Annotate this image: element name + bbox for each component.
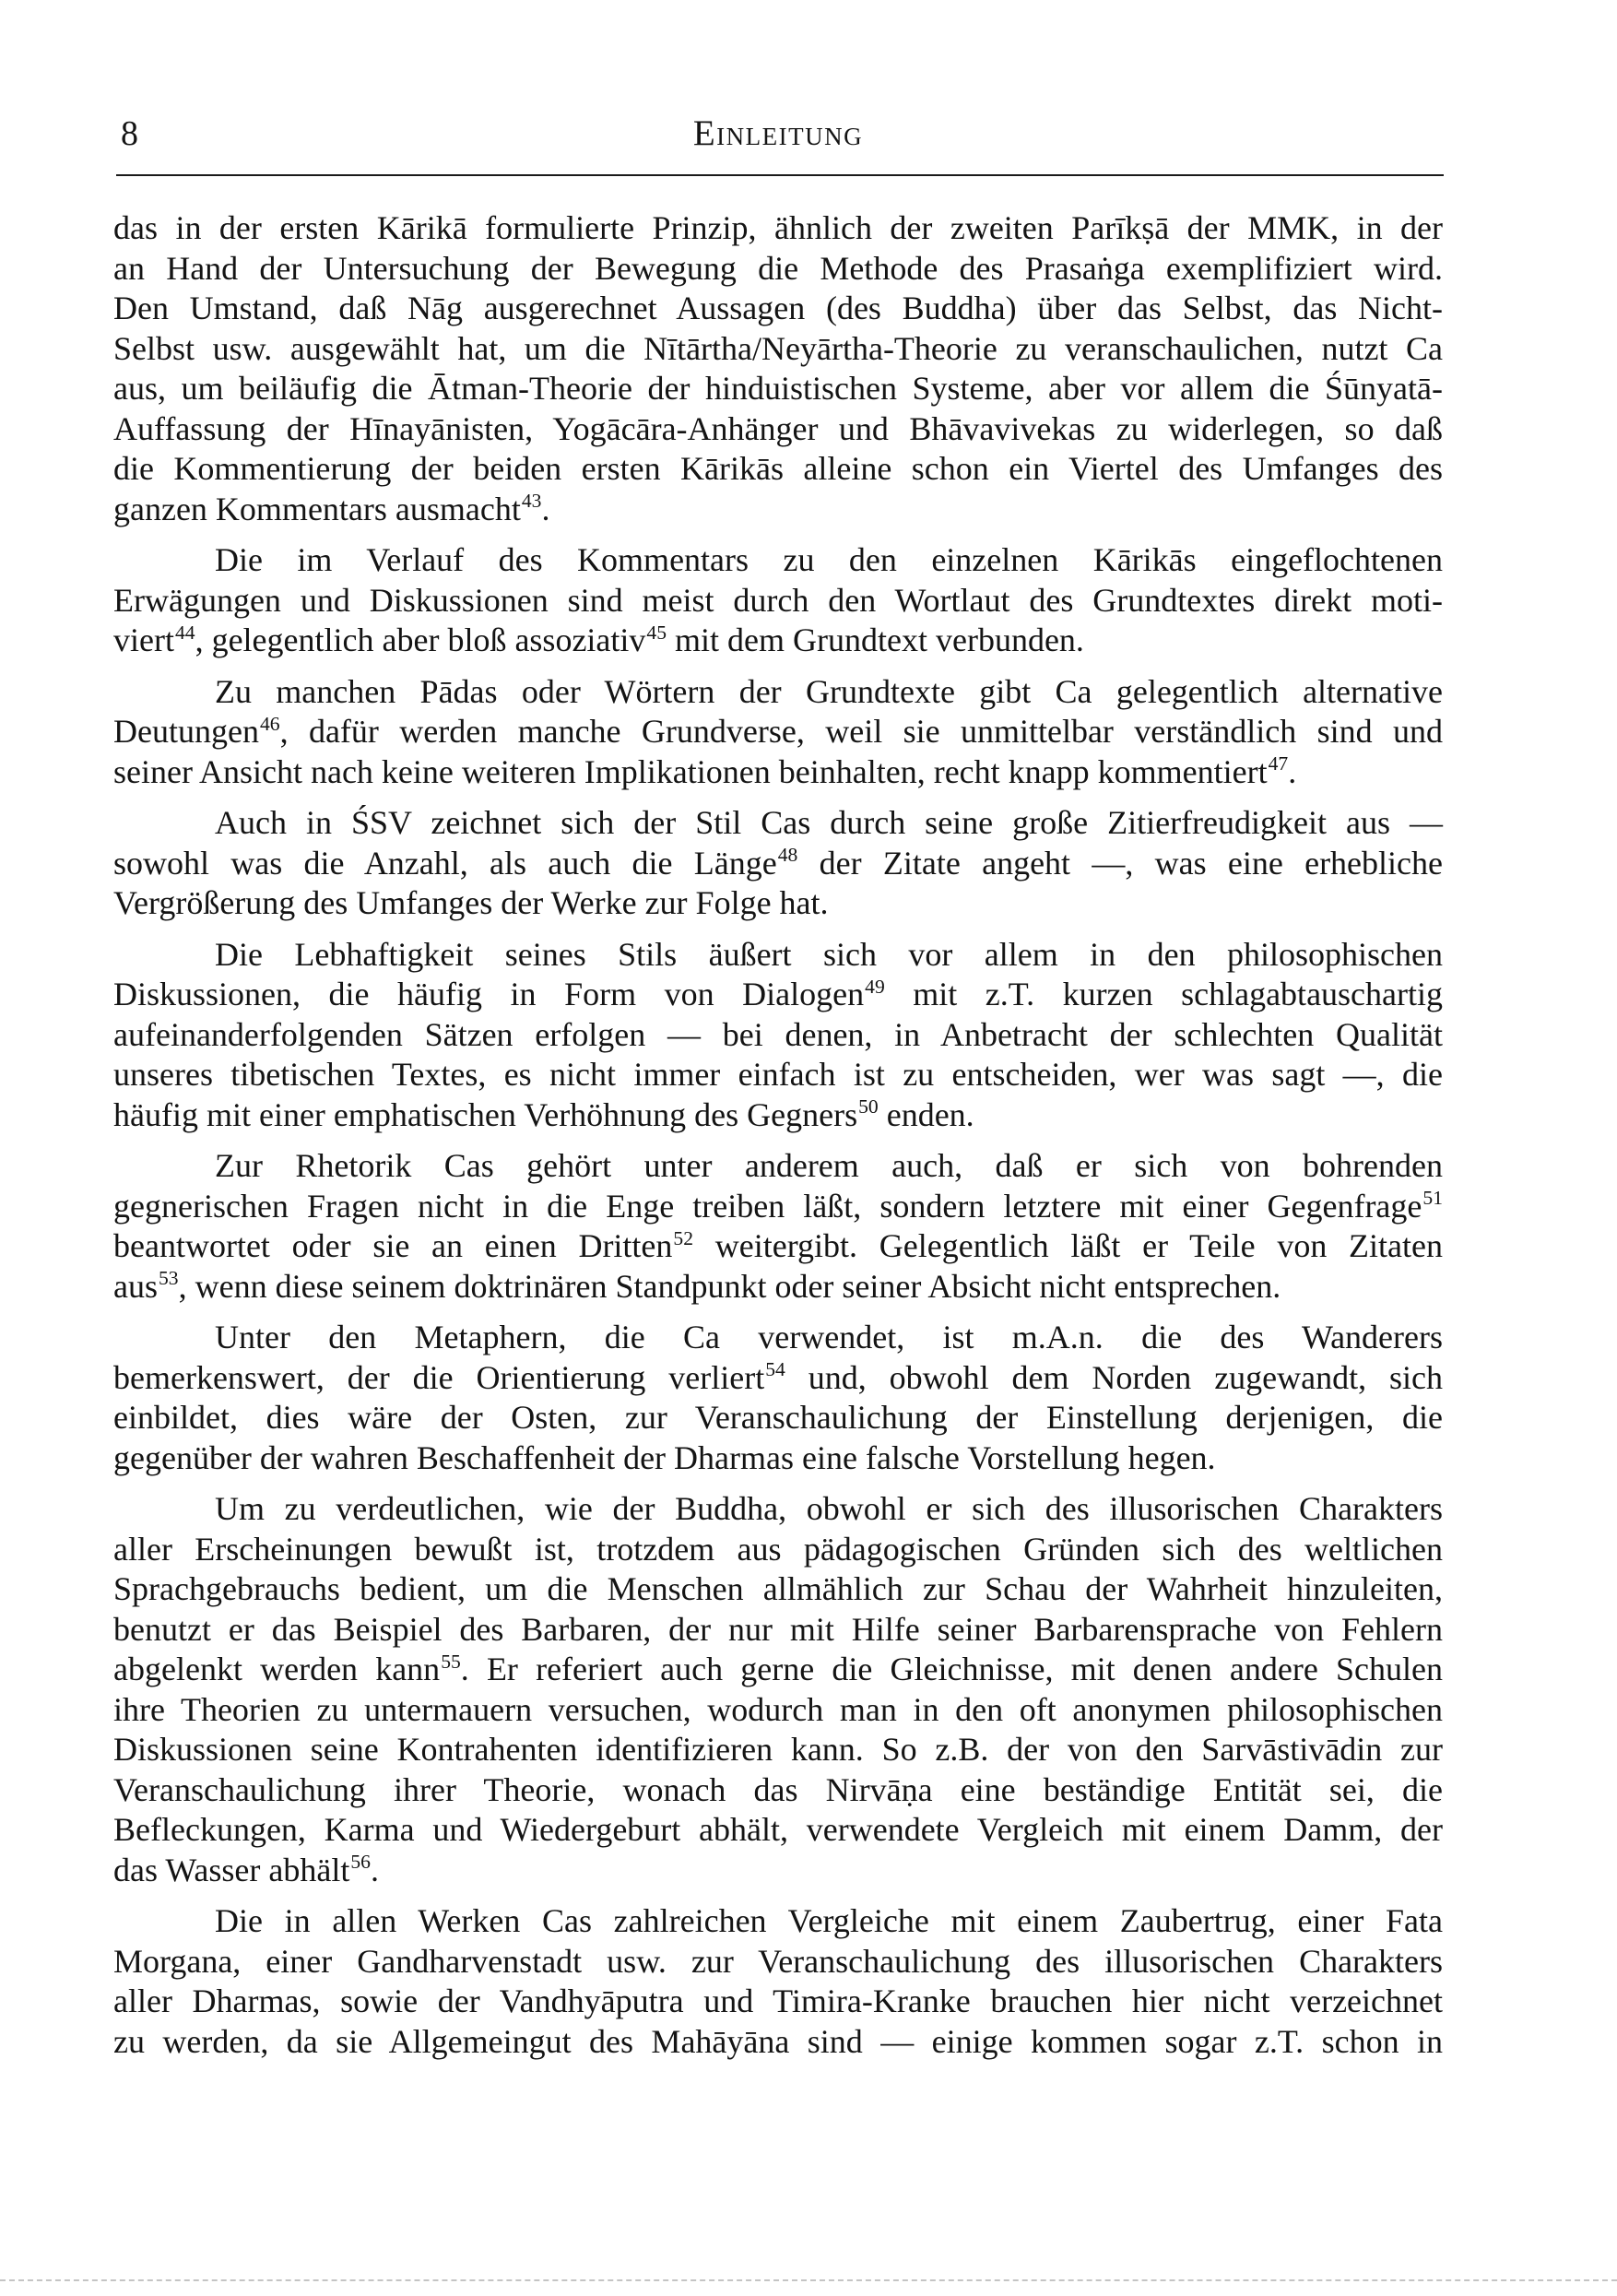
text-line bbox=[113, 1810, 1443, 1851]
text-line bbox=[113, 2022, 1443, 2063]
text-line bbox=[113, 208, 1443, 249]
running-head bbox=[113, 111, 1443, 157]
footnote-ref: 55 bbox=[441, 1650, 461, 1673]
footnote-ref: 47 bbox=[1268, 752, 1289, 775]
footnote-ref: 44 bbox=[174, 621, 195, 644]
paragraph bbox=[113, 803, 1443, 924]
text-line bbox=[113, 369, 1443, 409]
text-line bbox=[113, 1770, 1443, 1811]
text-line bbox=[113, 1438, 1443, 1479]
text-line-content: aus$^{53}$, wenn diese seinem doktrinären Standpunkt oder seiner Absicht nicht entsprechen. bbox=[113, 1267, 1281, 1305]
text-line-content: beantwortet oder sie an einen Dritten$^{52}$ weitergibt. Gelegentlich läßt er Teile von Zitaten bbox=[113, 1226, 1443, 1264]
header-rule bbox=[116, 174, 1444, 176]
paragraph bbox=[113, 1489, 1443, 1890]
text-line-content: einbildet, dies wäre der Osten, zur Veranschaulichung der Einstellung derjenigen, die bbox=[113, 1399, 1443, 1436]
text-line-content: Die im Verlauf des Kommentars zu den einzelnen Kārikās eingeflochtenen bbox=[215, 541, 1443, 578]
footnote-ref: 51 bbox=[1422, 1187, 1443, 1210]
text-line-content: an Hand der Untersuchung der Bewegung die Methode des Prasaṅga exemplifiziert wird. bbox=[113, 249, 1443, 287]
paragraph bbox=[113, 1146, 1443, 1307]
text-line-content: Zur Rhetorik Cas gehört unter anderem auch, daß er sich von bohrenden bbox=[215, 1147, 1443, 1184]
text-line bbox=[113, 712, 1443, 752]
text-line bbox=[113, 1851, 1443, 1891]
text-line bbox=[113, 883, 1443, 924]
text-line-content: viert$^{44}$, gelegentlich aber bloß assoziativ$^{45}$ mit dem Grundtext verbunden. bbox=[113, 621, 1084, 658]
text-line bbox=[113, 1489, 1443, 1530]
text-line-content: sowohl was die Anzahl, als auch die Länge$^{48}$ der Zitate angeht —, was eine erhebliche bbox=[113, 844, 1443, 882]
text-line bbox=[113, 490, 1443, 530]
text-line bbox=[113, 449, 1443, 490]
text-line-content: aufeinanderfolgenden Sätzen erfolgen — bei denen, in Anbetracht der schlechten Qualität bbox=[113, 1015, 1443, 1053]
footnote-ref: 43 bbox=[521, 490, 542, 513]
text-line-content: Befleckungen, Karma und Wiedergeburt abhält, verwendete Vergleich mit einem Damm, der bbox=[113, 1811, 1443, 1848]
text-line-content: gegenüber der wahren Beschaffenheit der Dharmas eine falsche Vorstellung hegen. bbox=[113, 1438, 1216, 1476]
footnote-ref: 46 bbox=[259, 712, 280, 735]
text-line bbox=[113, 1358, 1443, 1399]
text-line bbox=[113, 1398, 1443, 1438]
footnote-ref: 48 bbox=[777, 844, 798, 867]
text-line bbox=[113, 1569, 1443, 1610]
text-line bbox=[113, 1146, 1443, 1187]
text-line bbox=[113, 1730, 1443, 1770]
text-line bbox=[113, 844, 1443, 884]
text-line bbox=[113, 935, 1443, 976]
text-line-content: Selbst usw. ausgewählt hat, um die Nītārtha/Neyārtha-Theorie zu veranschaulichen, nutzt Ca bbox=[113, 329, 1443, 367]
paragraph bbox=[113, 935, 1443, 1136]
body-text bbox=[113, 208, 1443, 2062]
text-line-content: Den Umstand, daß Nāg ausgerechnet Aussagen (des Buddha) über das Selbst, das Nicht- bbox=[113, 290, 1443, 326]
text-line-content: unseres tibetischen Textes, es nicht immer einfach ist zu entscheiden, wer was sagt —, die bbox=[113, 1056, 1443, 1093]
footnote-ref: 54 bbox=[765, 1358, 785, 1381]
text-line-content: häufig mit einer emphatischen Verhöhnung des Gegners$^{50}$ enden. bbox=[113, 1095, 974, 1133]
text-line-content: Erwägungen und Diskussionen sind meist durch den Wortlaut des Grundtextes direkt moti- bbox=[113, 581, 1443, 619]
text-line-content: Vergrößerung des Umfanges der Werke zur Folge hat. bbox=[113, 884, 829, 921]
footnote-ref: 52 bbox=[673, 1226, 694, 1249]
text-line bbox=[113, 1982, 1443, 2022]
text-line bbox=[113, 1901, 1443, 1942]
text-line-content: abgelenkt werden kann$^{55}$. Er referiert auch gerne die Gleichnisse, mit denen andere Schulen bbox=[113, 1650, 1443, 1687]
running-title: Einleitung bbox=[692, 113, 864, 153]
text-line-content: aller Dharmas, sowie der Vandhyāputra und Timira-Kranke brauchen hier nicht verzeichnet bbox=[113, 1982, 1443, 2019]
text-line-content: Unter den Metaphern, die Ca verwendet, ist m.A.n. die des Wanderers bbox=[215, 1319, 1443, 1355]
footnote-ref: 45 bbox=[646, 621, 667, 644]
text-line bbox=[113, 1095, 1443, 1136]
text-line bbox=[113, 803, 1443, 844]
scan-edge-line bbox=[0, 2279, 1617, 2281]
text-line bbox=[113, 1318, 1443, 1358]
text-line bbox=[113, 540, 1443, 581]
footnote-ref: 49 bbox=[865, 975, 885, 998]
text-line bbox=[113, 1226, 1443, 1267]
text-line bbox=[113, 289, 1443, 329]
text-line-content: seiner Ansicht nach keine weiteren Implikationen beinhalten, recht knapp kommentiert$^{47}$. bbox=[113, 752, 1297, 790]
text-line-content: Zu manchen Pādas oder Wörtern der Grundtexte gibt Ca gelegentlich alternative bbox=[215, 672, 1443, 710]
text-line-content: Die in allen Werken Cas zahlreichen Vergleiche mit einem Zaubertrug, einer Fata bbox=[215, 1902, 1443, 1939]
text-line bbox=[113, 409, 1443, 450]
footnote-ref: 50 bbox=[858, 1095, 879, 1118]
text-line-content: Um zu verdeutlichen, wie der Buddha, obwohl er sich des illusorischen Charakters bbox=[215, 1490, 1443, 1527]
text-line-content: das Wasser abhält$^{56}$. bbox=[113, 1851, 379, 1888]
text-line bbox=[113, 1690, 1443, 1731]
text-line-content: Auffassung der Hīnayānisten, Yogācāra-Anhänger und Bhāvavivekas zu widerlegen, so daß bbox=[113, 409, 1443, 447]
text-line-content: das in der ersten Kārikā formulierte Prinzip, ähnlich der zweiten Parīkṣā der MMK, in der bbox=[113, 209, 1443, 246]
footnote-ref: 53 bbox=[159, 1267, 179, 1290]
text-line-content: Diskussionen, die häufig in Form von Dialogen$^{49}$ mit z.T. kurzen schlagabtauschartig bbox=[113, 975, 1444, 1012]
text-line-content: benutzt er das Beispiel des Barbaren, der nur mit Hilfe seiner Barbarensprache von Fehlern bbox=[113, 1610, 1443, 1648]
text-line-content: zu werden, da sie Allgemeingut des Mahāyāna sind — einige kommen sogar z.T. schon in bbox=[113, 2022, 1443, 2060]
text-line bbox=[113, 1942, 1443, 1982]
text-line bbox=[113, 752, 1443, 793]
text-line-content: bemerkenswert, der die Orientierung verliert$^{54}$ und, obwohl dem Norden zugewandt, sich bbox=[113, 1358, 1443, 1396]
text-line-content: ihre Theorien zu untermauern versuchen, wodurch man in den oft anonymen philosophischen bbox=[113, 1690, 1443, 1728]
text-line-content: aus, um beiläufig die Ātman-Theorie der hinduistischen Systeme, aber vor allem die Śūnyatā- bbox=[113, 370, 1443, 407]
text-line bbox=[113, 581, 1443, 621]
text-line bbox=[113, 1015, 1443, 1056]
text-line-content: Sprachgebrauchs bedient, um die Menschen allmählich zur Schau der Wahrheit hinzuleiten, bbox=[113, 1570, 1443, 1607]
paragraph bbox=[113, 672, 1443, 793]
text-line bbox=[113, 1055, 1443, 1095]
text-line-content: Deutungen$^{46}$, dafür werden manche Grundverse, weil sie unmittelbar verständlich sind und bbox=[113, 712, 1443, 750]
text-line bbox=[113, 672, 1443, 713]
text-line-content: Veranschaulichung ihrer Theorie, wonach das Nirvāṇa eine beständige Entität sei, die bbox=[113, 1770, 1443, 1808]
paragraph bbox=[113, 1901, 1443, 2062]
text-line bbox=[113, 1530, 1443, 1570]
paragraph bbox=[113, 208, 1443, 529]
text-line-content: Die Lebhaftigkeit seines Stils äußert sich vor allem in den philosophischen bbox=[215, 935, 1443, 973]
footnote-ref: 56 bbox=[350, 1851, 371, 1874]
text-line-content: aller Erscheinungen bewußt ist, trotzdem aus pädagogischen Gründen sich des weltlichen bbox=[113, 1530, 1443, 1568]
text-line bbox=[113, 1187, 1443, 1227]
text-line-content: Morgana, einer Gandharvenstadt usw. zur Veranschaulichung des illusorischen Charakters bbox=[113, 1942, 1443, 1980]
text-line-content: Diskussionen seine Kontrahenten identifizieren kann. So z.B. der von den Sarvāstivādin zur bbox=[113, 1731, 1443, 1768]
text-line bbox=[113, 329, 1443, 370]
text-line bbox=[113, 1650, 1443, 1690]
text-line bbox=[113, 249, 1443, 290]
paragraph bbox=[113, 1318, 1443, 1478]
text-line-content: die Kommentierung der beiden ersten Kārikās alleine schon ein Viertel des Umfanges des bbox=[113, 450, 1443, 487]
text-line-content: gegnerischen Fragen nicht in die Enge treiben läßt, sondern letztere mit einer Gegenfrage$^{51}$ bbox=[113, 1187, 1443, 1225]
page-number: 8 bbox=[121, 114, 138, 153]
text-line-content: Auch in ŚSV zeichnet sich der Stil Cas durch seine große Zitierfreudigkeit aus — bbox=[215, 804, 1443, 841]
text-line bbox=[113, 1267, 1443, 1308]
text-line bbox=[113, 1610, 1443, 1651]
text-line bbox=[113, 621, 1443, 661]
text-line-content: ganzen Kommentars ausmacht$^{43}$. bbox=[113, 490, 550, 527]
text-line bbox=[113, 975, 1443, 1015]
paragraph bbox=[113, 540, 1443, 661]
